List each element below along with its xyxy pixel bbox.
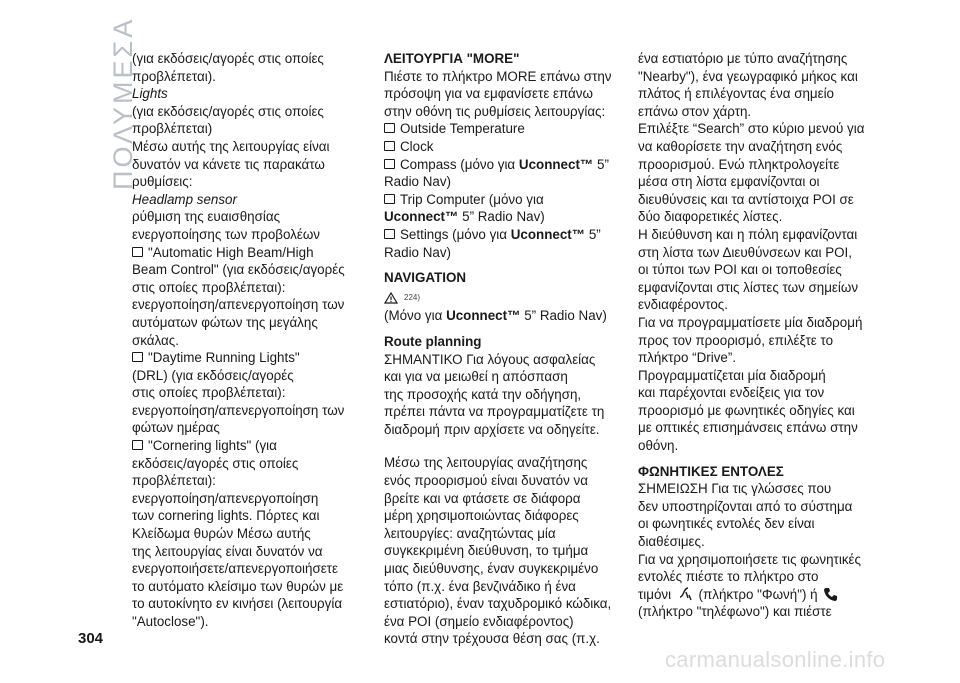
- bullet-settings: [384, 226, 634, 244]
- text-line: διευθύνσεις και τα αντίστοιχα POI σε: [638, 191, 854, 207]
- text-line: ενεργοποίηση/απενεργοποίηση των: [132, 297, 345, 313]
- checkbox-bullet-icon: [132, 247, 143, 257]
- text-line: στην οθόνη τις ρυθμίσεις λειτουργίας:: [384, 103, 606, 119]
- text-line: προς τον προορισμό, επιλέξτε το: [638, 332, 834, 348]
- footnote-number: 224): [404, 292, 421, 302]
- text-line: το αυτοκίνητο εν κινήσει (λειτουργία: [132, 596, 343, 612]
- text-line: δεν υποστηρίζονται από το σύστημα: [638, 498, 853, 514]
- text-line: μέρη χρησιμοποιώντας διάφορες: [384, 508, 579, 524]
- text-part: Trip Computer (μόνο για: [400, 191, 544, 207]
- text-line: προβλέπεται).: [132, 68, 216, 84]
- text-line: συγκεκριμένη διεύθυνση, το τμήμα: [384, 543, 589, 559]
- text-line: ενεργοποίηση/απενεργοποίηση των: [132, 402, 345, 418]
- text-line: οθόνη.: [638, 438, 679, 454]
- text-line: ένα POI (σημείο ενδιαφέροντος): [384, 613, 574, 629]
- text-line: Outside Temperature: [400, 121, 525, 137]
- watermark: carmanualsonline.info: [665, 647, 886, 672]
- text-line: μιας διεύθυνσης, έναν συγκεκριμένο: [384, 561, 599, 577]
- text-line: εκδόσεις/αγορές στις οποίες: [132, 455, 299, 471]
- bullet-drl: [132, 349, 382, 367]
- text-line: προβλέπεται): [132, 121, 213, 137]
- text-line: ρύθμιση της ευαισθησίας: [132, 209, 281, 225]
- text-line: Πιέστε το πλήκτρο MORE επάνω στην: [384, 68, 612, 84]
- text-line: τόπο (π.χ. ένα βενζινάδικο ή ένα: [384, 578, 576, 594]
- checkbox-bullet-icon: [132, 352, 143, 362]
- text-line: ΣΗΜΑΝΤΙΚΟ Για λόγους ασφαλείας: [384, 351, 596, 367]
- text-line: φώτων ημέρας: [132, 420, 220, 436]
- bullet-clock: [384, 138, 634, 156]
- text-line: ενεργοποίησης των προβολέων: [132, 226, 320, 242]
- text-line: προβλέπεται):: [132, 473, 216, 489]
- text-line: διαθέσιμες.: [638, 534, 705, 550]
- text-line: στις οποίες προβλέπεται):: [132, 279, 286, 295]
- text-line: δύο διαφορετικές λίστες.: [638, 209, 783, 225]
- text-line: Clock: [400, 138, 434, 154]
- text-line: προορισμού. Ενώ πληκτρολογείτε: [638, 156, 840, 172]
- bullet-outside-temperature: [384, 120, 634, 138]
- text-line: πρόσοψη για να εμφανίσετε επάνω: [384, 86, 593, 102]
- text-line: "Daytime Running Lights": [148, 350, 300, 366]
- text-line: στη λίστα των Διευθύνσεων και POI,: [638, 244, 852, 260]
- text-line: Για να προγραμματίσετε μία διαδρομή: [638, 314, 863, 330]
- text-line: "Automatic High Beam/High: [148, 244, 314, 260]
- text-line: ένα εστιατόριο με τύπο αναζήτησης: [638, 51, 848, 66]
- text-line: ΣΗΜΕΙΩΣΗ Για τις γλώσσες που: [638, 481, 832, 497]
- text-line: Radio Nav): [384, 244, 451, 260]
- route-planning-heading: Route planning: [384, 333, 482, 349]
- text-line: "Autoclose").: [132, 614, 209, 629]
- text-line: πλάτος ή επιλέγοντας ένα σημείο: [638, 86, 835, 102]
- text-line: Μέσω αυτής της λειτουργίας είναι: [132, 138, 330, 154]
- text-line: σκάλας.: [132, 332, 179, 348]
- text-line: Προγραμματίζεται μία διαδρομή: [638, 367, 826, 383]
- uconnect-brand: Uconnect™: [510, 226, 586, 242]
- text-line: ενδιαφέροντος.: [638, 297, 728, 313]
- text-line: (πλήκτρο "τηλέφωνο") και πιέστε: [638, 604, 832, 620]
- text-line: με οπτικές επισημάνσεις επάνω στην: [638, 420, 858, 436]
- subheading-headlamp-sensor: Headlamp sensor: [132, 191, 237, 207]
- text-line: να καθορίσετε την αναζήτηση ενός: [638, 138, 843, 154]
- text-line: εστιατόριο), έναν ταχυδρομικό κώδικα,: [384, 596, 612, 612]
- checkbox-bullet-icon: [132, 440, 143, 450]
- text-line: αυτόματων φώτων της μεγάλης: [132, 314, 318, 330]
- voice-button-icon: [677, 586, 693, 602]
- subheading-lights: Lights: [132, 86, 168, 102]
- footnote-ref: [384, 289, 634, 307]
- text-line: ενεργοποίηση/απενεργοποίηση: [132, 490, 319, 506]
- text-line: προορισμό με φωνητικές οδηγίες και: [638, 402, 855, 418]
- column-3: [638, 50, 888, 621]
- text-line: διαδρομή πριν αρχίσετε να οδηγείτε.: [384, 421, 600, 437]
- checkbox-bullet-icon: [384, 194, 395, 204]
- warning-triangle-icon: [384, 292, 398, 304]
- checkbox-bullet-icon: [384, 123, 395, 133]
- uconnect-brand: Uconnect™: [384, 209, 459, 225]
- text-part: Settings (μόνο για: [400, 226, 511, 242]
- text-part: 5” Radio Nav): [520, 308, 607, 324]
- text-line: (για εκδόσεις/αγορές στις οποίες: [132, 103, 324, 119]
- text-part: 5”: [593, 156, 609, 172]
- text-line: Μέσω της λειτουργίας αναζήτησης: [384, 455, 588, 471]
- text-line: των cornering lights. Πόρτες και: [132, 508, 320, 524]
- page-number: 304: [78, 630, 104, 647]
- text-part: 5” Radio Nav): [458, 209, 545, 225]
- uconnect-brand: Uconnect™: [518, 156, 594, 172]
- text-line: πρέπει πάντα να προγραμματίζετε τη: [384, 404, 605, 420]
- text-line: της λειτουργίας είναι δυνατόν να: [132, 543, 323, 559]
- more-heading: ΛΕΙΤΟΥΡΓΙΑ "MORE": [384, 51, 520, 66]
- text-part: Compass (μόνο για: [400, 156, 519, 172]
- text-line: Κλείδωμα θυρών Μέσω αυτής: [132, 526, 311, 542]
- text-line: "Nearby"), ένα γεωγραφικό μήκος και: [638, 68, 858, 84]
- column-1: [132, 50, 382, 631]
- text-line: ενός προορισμού είναι δυνατόν να: [384, 473, 588, 489]
- bullet-compass: [384, 156, 634, 174]
- text-line: βρείτε και να φτάσετε σε διάφορα: [384, 490, 581, 506]
- text-line: Η διεύθυνση και η πόλη εμφανίζονται: [638, 226, 858, 242]
- text-line: Επιλέξτε “Search” στο κύριο μενού για: [638, 121, 865, 137]
- text-line: Για να χρησιμοποιήσετε τις φωνητικές: [638, 551, 861, 567]
- bullet-trip-computer: [384, 191, 634, 209]
- text-line: και παρέχονται ενδείξεις για τον: [638, 385, 825, 401]
- navigation-heading: NAVIGATION: [384, 270, 467, 286]
- bullet-cornering: [132, 437, 382, 455]
- text-line: ρυθμίσεις:: [132, 174, 193, 190]
- text-line: και για να μειωθεί η απόσπαση: [384, 369, 568, 385]
- section-title: ΠΟΛΥΜΕΣΑ: [108, 16, 138, 190]
- text-line: λειτουργίες: αναζητώντας μία: [384, 525, 556, 541]
- text-line: (για εκδόσεις/αγορές στις οποίες: [132, 51, 324, 66]
- text-line: κοντά στην τρέχουσα θέση σας (π.χ.: [384, 631, 600, 647]
- text-part: 5”: [585, 226, 601, 242]
- voice-key-line: [638, 586, 888, 604]
- bullet-auto-high-beam: [132, 244, 382, 262]
- text-line: δυνατόν να κάνετε τις παρακάτω: [132, 156, 325, 172]
- text-line: της προσοχής κατά την οδήγηση,: [384, 386, 582, 402]
- text-line: εντολές πιέστε το πλήκτρο στο: [638, 569, 819, 585]
- text-part: (πλήκτρο "Φωνή") ή: [694, 586, 822, 602]
- uconnect-brand: Uconnect™: [446, 308, 521, 324]
- text-line: εμφανίζονται στις λίστες των σημείων: [638, 279, 859, 295]
- phone-button-icon: [823, 587, 838, 602]
- text-line: μέσα στη λίστα εμφανίζονται οι: [638, 174, 820, 190]
- text-line: επάνω στον χάρτη.: [638, 103, 752, 119]
- checkbox-bullet-icon: [384, 229, 395, 239]
- column-2: [384, 50, 634, 648]
- text-line: Beam Control" (για εκδόσεις/αγορές: [132, 262, 345, 278]
- text-line: πλήκτρο “Drive”.: [638, 350, 737, 366]
- text-line: το αυτόματο κλείσιμο των θυρών με: [132, 578, 344, 594]
- text-line: οι φωνητικές εντολές δεν είναι: [638, 516, 815, 532]
- text-line: ενεργοποιήσετε/απενεργοποιήσετε: [132, 561, 338, 577]
- checkbox-bullet-icon: [384, 159, 395, 169]
- text-part: (Μόνο για: [384, 308, 447, 324]
- text-line: Radio Nav): [384, 174, 451, 190]
- checkbox-bullet-icon: [384, 141, 395, 151]
- text-line: "Cornering lights" (για: [148, 438, 277, 454]
- text-line: (DRL) (για εκδόσεις/αγορές: [132, 367, 294, 383]
- text-line: στις οποίες προβλέπεται):: [132, 385, 286, 401]
- voice-commands-heading: ΦΩΝΗΤΙΚΕΣ ΕΝΤΟΛΕΣ: [638, 463, 784, 479]
- text-part: τιμόνι: [638, 586, 675, 602]
- text-line: οι τύποι των POI και οι τοποθεσίες: [638, 262, 842, 278]
